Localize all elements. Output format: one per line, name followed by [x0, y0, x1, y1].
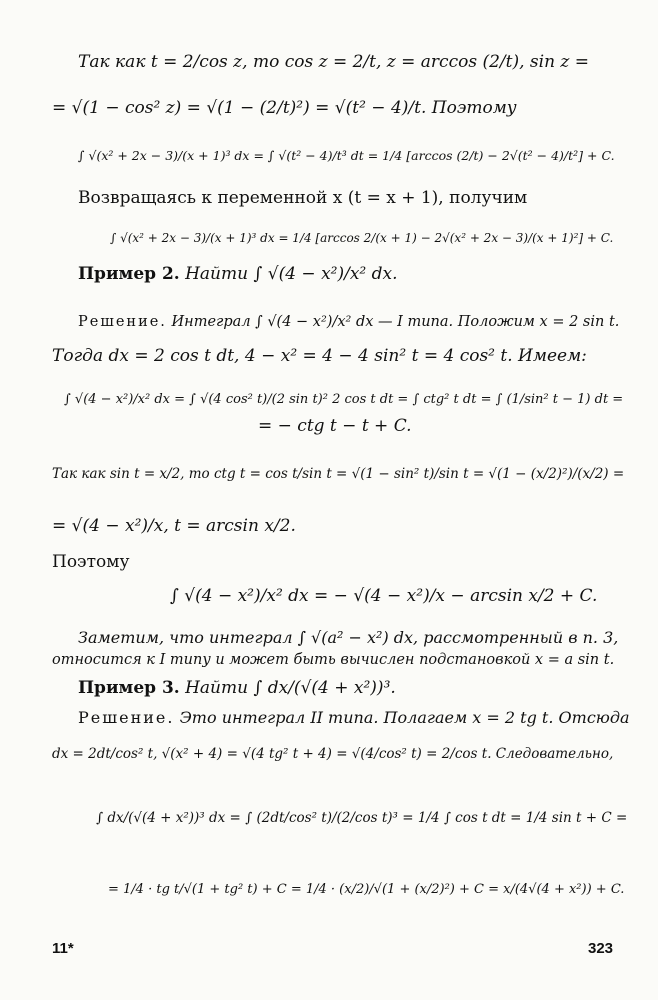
text-line: Так как t = 2/cos z, то cos z = 2/t, z = arccos (2/t), sin z = — [78, 52, 590, 72]
text-line: Заметим, что интеграл ∫ √(a² − x²) dx, рассмотренный в п. 3, — [78, 628, 619, 647]
example-task: Найти ∫ dx/(√(4 + x²))³. — [185, 678, 396, 698]
example-task: Найти ∫ √(4 − x²)/x² dx. — [185, 264, 398, 284]
solution-text: Интеграл ∫ √(4 − x²)/x² dx — I типа. Положим x = 2 sin t. — [171, 314, 620, 330]
text-line: Так как sin t = x/2, то ctg t = cos t/sin t = √(1 − sin² t)/sin t = √(1 − (x/2)²)/(x/2) = — [52, 466, 625, 482]
formula-line: ∫ √(4 − x²)/x² dx = ∫ √(4 cos² t)/(2 sin t)² 2 cos t dt = ∫ ctg² t dt = ∫ (1/sin² t − 1) dt = — [64, 392, 624, 407]
formula-line: ∫ dx/(√(4 + x²))³ dx = ∫ (2dt/cos² t)/(2/cos t)³ = 1/4 ∫ cos t dt = 1/4 sin t + C = — [96, 810, 628, 826]
solution-text: Это интеграл II типа. Полагаем x = 2 tg t. Отсюда — [179, 708, 630, 727]
formula-line: = 1/4 · tg t/√(1 + tg² t) + C = 1/4 · (x/2)/√(1 + (x/2)²) + C = x/(4√(4 + x²)) + C. — [108, 882, 625, 897]
solution-line — [78, 708, 630, 728]
text-line: = √(1 − cos² z) = √(1 − (2/t)²) = √(t² − 4)/t. Поэтому — [52, 98, 517, 118]
formula-line: = − ctg t − t + C. — [258, 416, 412, 436]
example-heading — [78, 678, 396, 698]
solution-label: Решение. — [78, 708, 175, 727]
text-line: относится к I типу и может быть вычислен подстановкой x = a sin t. — [52, 652, 615, 668]
example-label: Пример 2. — [78, 264, 180, 284]
solution-line — [78, 312, 619, 332]
formula-line: ∫ √(x² + 2x − 3)/(x + 1)³ dx = ∫ √(t² − 4)/t³ dt = 1/4 [arccos (2/t) − 2√(t² − 4)/t²] + C. — [78, 148, 615, 163]
solution-label: Решение. — [78, 314, 167, 330]
text-line: Возвращаясь к переменной x (t = x + 1), получим — [78, 188, 528, 208]
text-line: = √(4 − x²)/x, t = arcsin x/2. — [52, 516, 296, 536]
example-heading — [78, 264, 398, 284]
text-line: dx = 2dt/cos² t, √(x² + 4) = √(4 tg² t + 4) = √(4/cos² t) = 2/cos t. Следовательно, — [52, 746, 614, 762]
text-line: Поэтому — [52, 552, 130, 572]
formula-line: ∫ √(4 − x²)/x² dx = − √(4 − x²)/x − arcsin x/2 + C. — [170, 586, 598, 606]
page-number: 323 — [588, 940, 614, 957]
example-label: Пример 3. — [78, 678, 180, 698]
formula-line: ∫ √(x² + 2x − 3)/(x + 1)³ dx = 1/4 [arccos 2/(x + 1) − 2√(x² + 2x − 3)/(x + 1)²] + C. — [110, 231, 614, 245]
text-line: Тогда dx = 2 cos t dt, 4 − x² = 4 − 4 sin² t = 4 cos² t. Имеем: — [52, 346, 587, 366]
signature-mark: 11* — [52, 940, 74, 957]
